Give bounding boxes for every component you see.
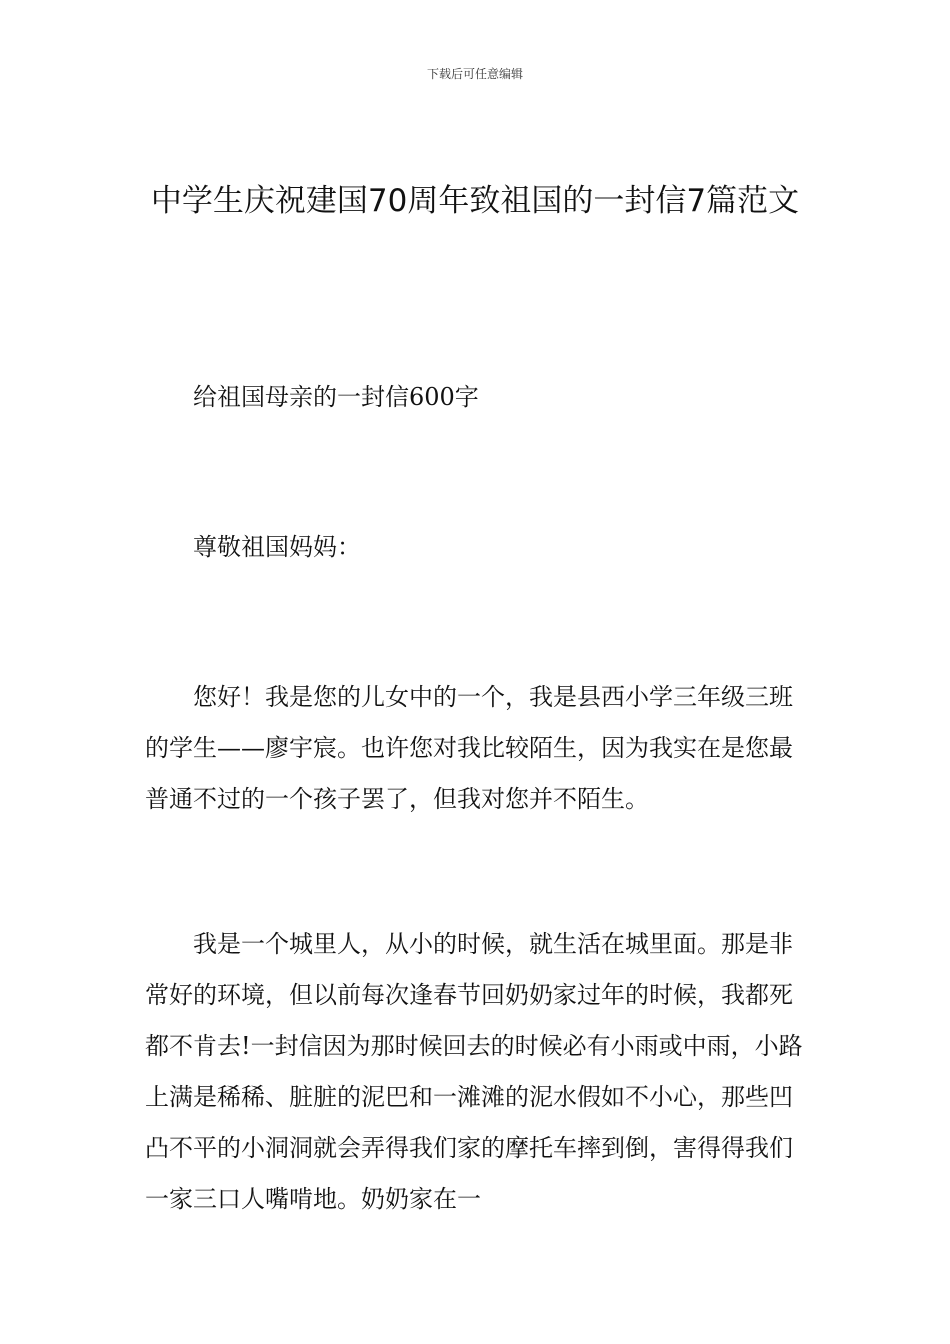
header-note: 下载后可任意编辑: [426, 67, 523, 81]
document-title: 中学生庆祝建国70周年致祖国的一封信7篇范文: [150, 183, 800, 219]
body-paragraph-2: 我是一个城里人，从小的时候，就生活在城里面。那是非常好的环境，但以前每次逢春节回奶奶家过年的时候，我都死都不肯去!一封信因为那时候回去的时候必有小雨或中雨，小路上满是稀稀、脏脏的泥巴和一滩滩的泥水假如不小心，那些凹凸不平的小洞洞就会弄得我们家的摩托车摔到倒，害得得我们一家三口人嘴啃地。奶奶家在一: [145, 930, 803, 1213]
body-paragraph-1: 您好！我是您的儿女中的一个，我是县西小学三年级三班的学生——廖宇宸。也许您对我比较陌生，因为我实在是您最普通不过的一个孩子罢了，但我对您并不陌生。: [145, 683, 793, 813]
document-subtitle: 给祖国母亲的一封信600字: [193, 383, 479, 411]
salutation: 尊敬祖国妈妈：: [193, 533, 361, 561]
